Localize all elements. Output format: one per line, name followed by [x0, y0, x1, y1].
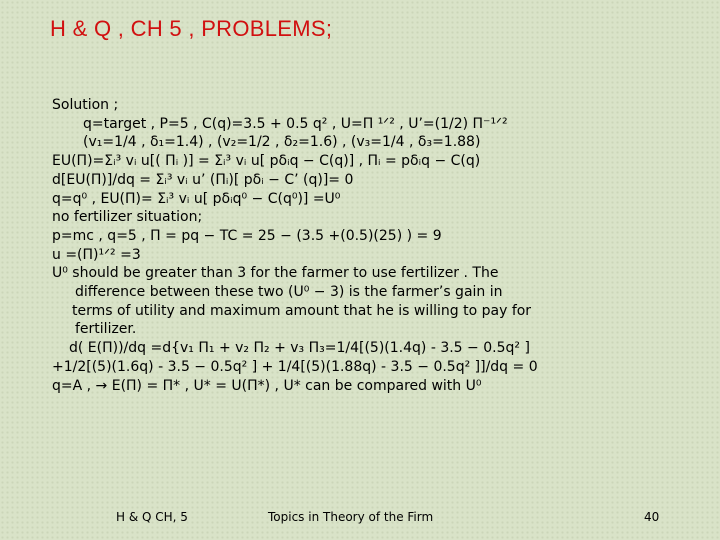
text-line: +1/2[(5)(1.6q) - 3.5 − 0.5q² ] + 1/4[(5)(1.88q) - 3.5 − 0.5q² ]]/dq = 0: [52, 358, 538, 375]
text-line: u =(Π)¹ᐟ² =3: [52, 246, 141, 263]
text-line: q=A , → E(Π) = Π* , U* = U(Π*) , U* can be compared with U⁰: [52, 377, 482, 394]
page-number: 40: [644, 510, 660, 524]
text-line: terms of utility and maximum amount that he is willing to pay for: [72, 302, 532, 319]
text-line: EU(Π)=Σᵢ³ vᵢ u[( Πᵢ )] = Σᵢ³ vᵢ u[ pδᵢq − C(q)] , Πᵢ = pδᵢq − C(q): [52, 153, 481, 170]
text-line: q=target , P=5 , C(q)=3.5 + 0.5 q² , U=Π ¹ᐟ² , U’=(1/2) Π⁻¹ᐟ²: [83, 115, 508, 132]
text-line: p=mc , q=5 , Π = pq − TC = 25 − (3.5 +(0.5)(25) ) = 9: [52, 227, 442, 244]
text-line: difference between these two (U⁰ − 3) is the farmer’s gain in: [75, 284, 503, 301]
solution-body: [52, 96, 702, 395]
text-line: (v₁=1/4 , δ₁=1.4) , (v₂=1/2 , δ₂=1.6) , (v₃=1/4 , δ₃=1.88): [83, 134, 481, 151]
footer-course-title: Topics in Theory of the Firm: [268, 510, 434, 524]
text-line: d( E(Π))/dq =d{v₁ Π₁ + v₂ Π₂ + v₃ Π₃=1/4[(5)(1.4q) - 3.5 − 0.5q² ]: [69, 340, 530, 357]
text-line: no fertilizer situation;: [52, 209, 203, 226]
text-line: d[EU(Π)]/dq = Σᵢ³ vᵢ u’ (Πᵢ)[ pδᵢ − C’ (q)]= 0: [52, 171, 354, 188]
text-line: U⁰ should be greater than 3 for the farmer to use fertilizer . The: [52, 265, 499, 282]
text-line: q=q⁰ , EU(Π)= Σᵢ³ vᵢ u[ pδᵢq⁰ − C(q⁰)] =U⁰: [52, 190, 341, 207]
text-line: fertilizer.: [75, 321, 137, 338]
footer-chapter: H & Q CH, 5: [116, 510, 188, 524]
text-line: Solution ;: [52, 97, 119, 113]
slide-title: H & Q , CH 5 , PROBLEMS;: [50, 16, 333, 41]
